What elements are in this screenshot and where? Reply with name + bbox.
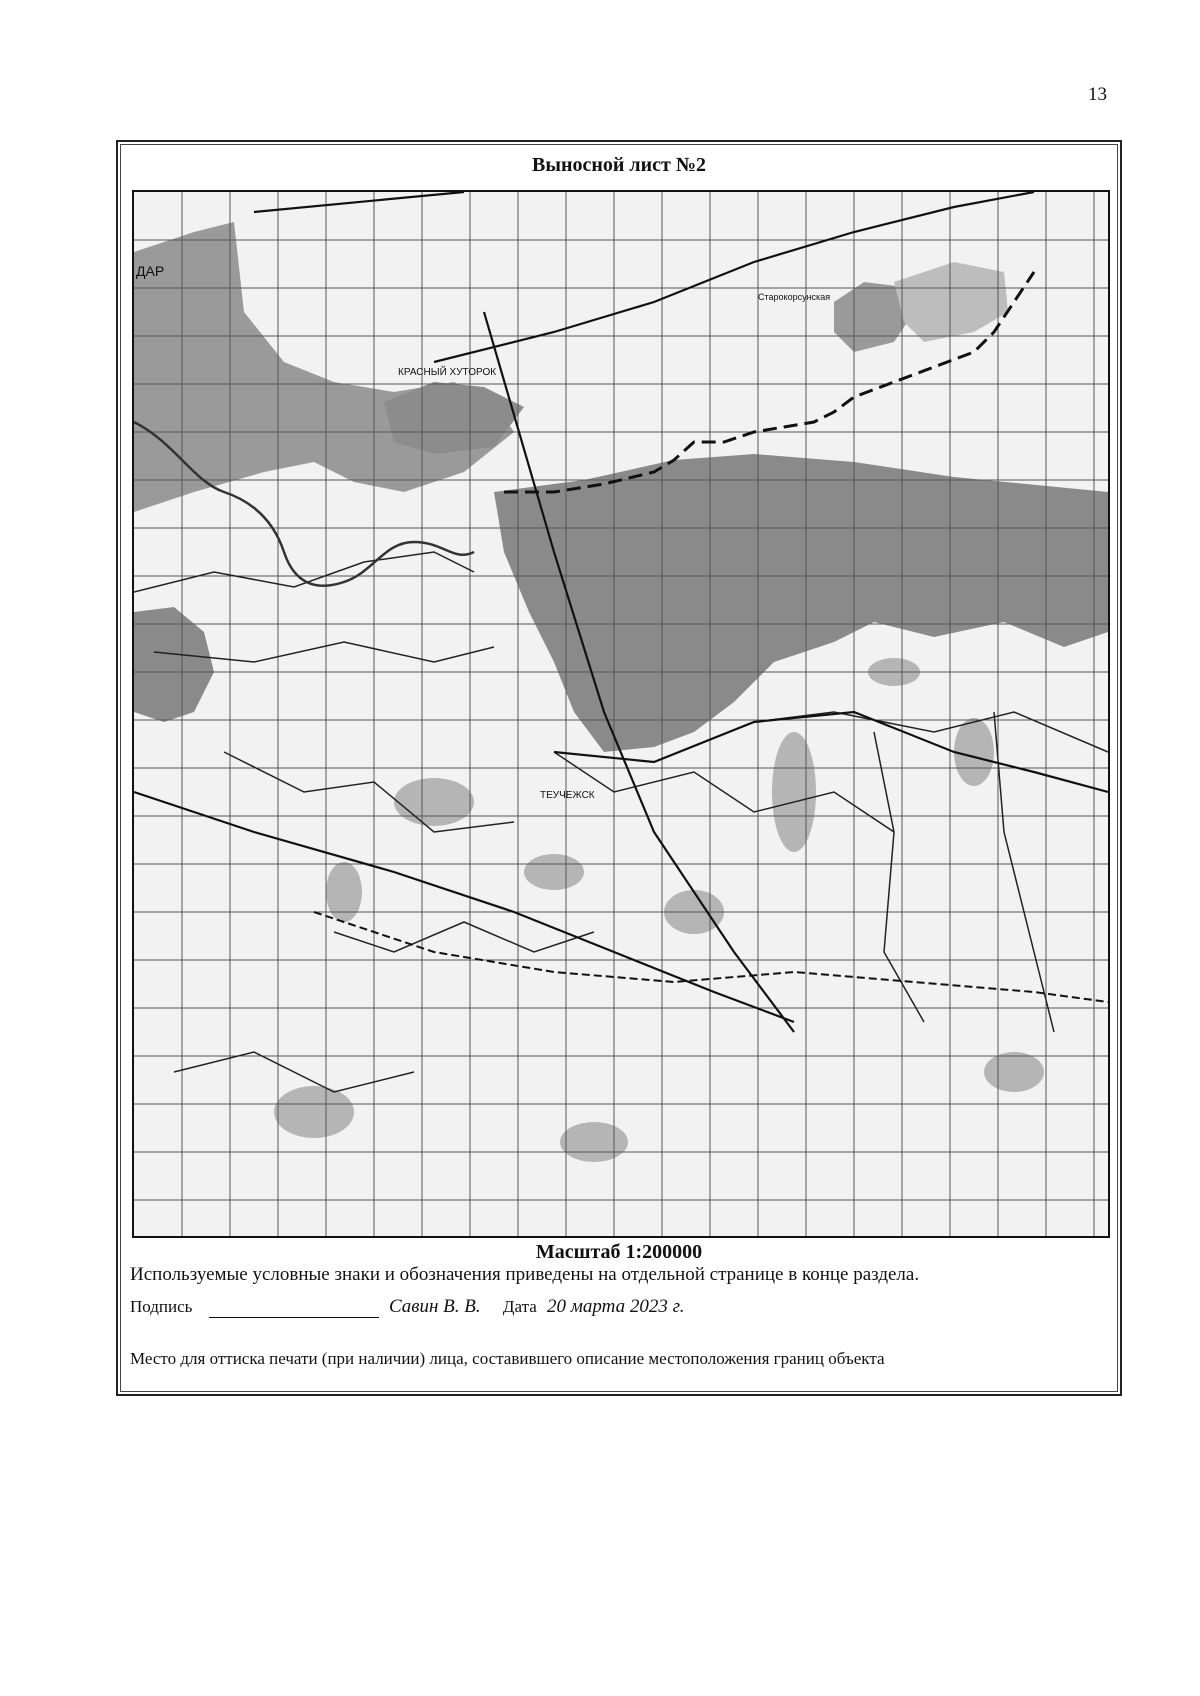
signatory-name: Савин В. В. [388, 1296, 481, 1317]
date-label: Дата [502, 1297, 537, 1316]
topographic-map [134, 192, 1108, 1236]
map-scale: Масштаб 1:200000 [535, 1241, 703, 1263]
sheet-title: Выносной лист №2 [532, 154, 706, 176]
date-value: 20 марта 2023 г. [547, 1296, 685, 1317]
stamp-note: Место для оттиска печати (при наличии) лица, составившего описание местоположения границ объекта [130, 1349, 885, 1368]
map-panel [132, 190, 1110, 1238]
legend-note: Используемые условные знаки и обозначения приведены на отдельной странице в конце раздела. [130, 1264, 920, 1285]
page-number: 13 [1088, 84, 1107, 105]
map-label-krasny-khutorok: КРАСНЫЙ ХУТОРОК [398, 367, 497, 378]
signature-line [209, 1303, 379, 1318]
map-label-starokorsunskaya: Старокорсунская [758, 292, 831, 302]
signature-label: Подпись [130, 1297, 193, 1316]
map-label-city-edge: ДАР [136, 263, 165, 279]
signature-row [130, 1296, 685, 1318]
map-label-teuchezhsk: ТЕУЧЕЖСК [540, 790, 595, 801]
